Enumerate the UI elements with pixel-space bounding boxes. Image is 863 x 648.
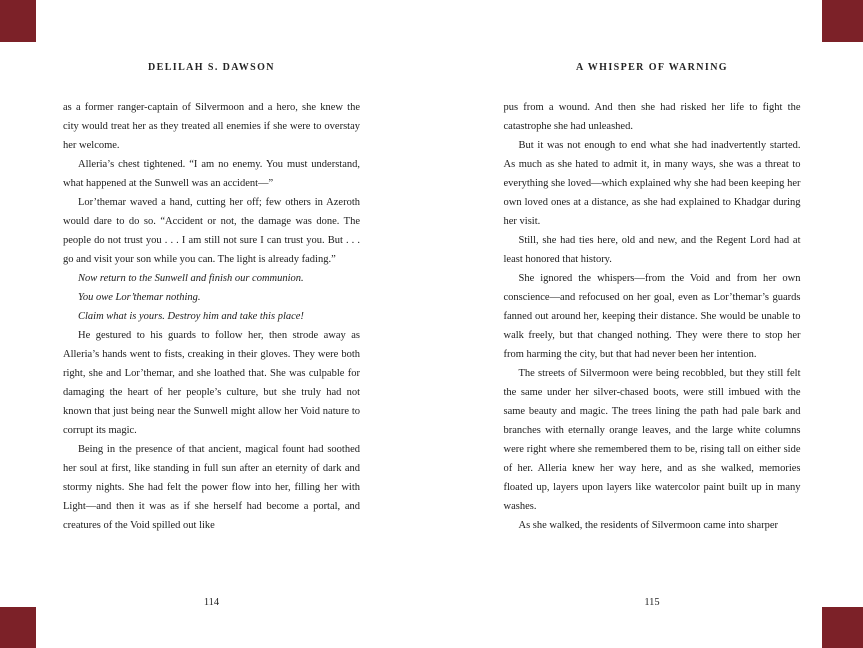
paragraph: But it was not enough to end what she had inadvertently started. As much as she hated to admit it, in many ways, she was a threat to everything she loved—which explained why she had been keeping her own loved ones at a distance, as she had explained to Khadgar during her visit. — [503, 140, 801, 227]
paragraph: pus from a wound. And then she had risked her life to fight the catastrophe she had unleashed. — [503, 102, 801, 132]
paragraph: Lor’themar waved a hand, cutting her off; few others in Azeroth would dare to do so. “Accident or not, the damage was done. The people do not trust you . . . I am still not sure I can trust you. But . . . go and visit your son while you can. The light is already fading.” — [63, 197, 360, 265]
paragraph: Being in the presence of that ancient, magical fount had soothed her soul at first, like standing in full sun after an eternity of dark and stormy nights. She had felt the power flow into her, filling her with Light—and then it was as if she herself had become a portal, and creatures of the Void spilled out like — [63, 444, 360, 531]
paragraph: As she walked, the residents of Silvermoon came into sharper — [518, 520, 779, 531]
page-right-text — [504, 98, 801, 535]
paragraph: Still, she had ties here, old and new, and the Regent Lord had at least honored that history. — [503, 235, 801, 265]
paragraph: You owe Lor’themar nothing. — [78, 292, 201, 303]
running-header-author: DELILAH S. DAWSON — [148, 62, 275, 73]
paragraph: as a former ranger-captain of Silvermoon and a hero, she knew the city would treat her as they treated all enemies if she were to overstay her welcome. — [63, 102, 360, 151]
paragraph: She ignored the whispers—from the Void and from her own conscience—and refocused on her goal, even as Lor’themar’s guards fanned out around her, keeping their distance. She would be unable to walk freely, but that changed nothing. They were there to stop her from harming the city, but that had never been her intention. — [503, 273, 801, 360]
page-right-column — [504, 0, 801, 648]
cover-corner-top-right — [822, 0, 863, 42]
paragraph: He gestured to his guards to follow her, then strode away as Alleria’s hands went to fists, creaking in their gloves. They were both right, she and Lor’themar, and she loathed that. She was culpable for damaging the heart of her people’s culture, but she truly had not known that just being near the Sunwell might allow her Void nature to corrupt its magic. — [63, 330, 360, 436]
paragraph: Now return to the Sunwell and finish our communion. — [78, 273, 304, 284]
page-left-column — [63, 0, 360, 648]
cover-corner-top-left — [0, 0, 36, 42]
paragraph: Alleria’s chest tightened. “I am no enemy. You must understand, what happened at the Sunwell was an accident—” — [63, 159, 360, 189]
page-left-text — [63, 98, 360, 535]
page-right[interactable] — [432, 0, 863, 648]
cover-corner-bottom-left — [0, 607, 36, 648]
cover-corner-bottom-right — [822, 607, 863, 648]
paragraph: Claim what is yours. Destroy him and take this place! — [78, 311, 304, 322]
page-number-right: 115 — [644, 597, 660, 608]
page-number-left: 114 — [203, 597, 220, 608]
paragraph: The streets of Silvermoon were being recobbled, but they still felt the same under her silver-chased boots, were still imbued with the same beauty and magic. The trees lining the path had pale bark and branches with eternally orange leaves, and the large white columns were right where she remembered them to be, rising tall on either side of her. Alleria knew her way here, and as she walked, memories floated up, layers upon layers like watercolor paint built up in many washes. — [503, 368, 801, 512]
running-header-title: A WHISPER OF WARNING — [575, 62, 728, 73]
